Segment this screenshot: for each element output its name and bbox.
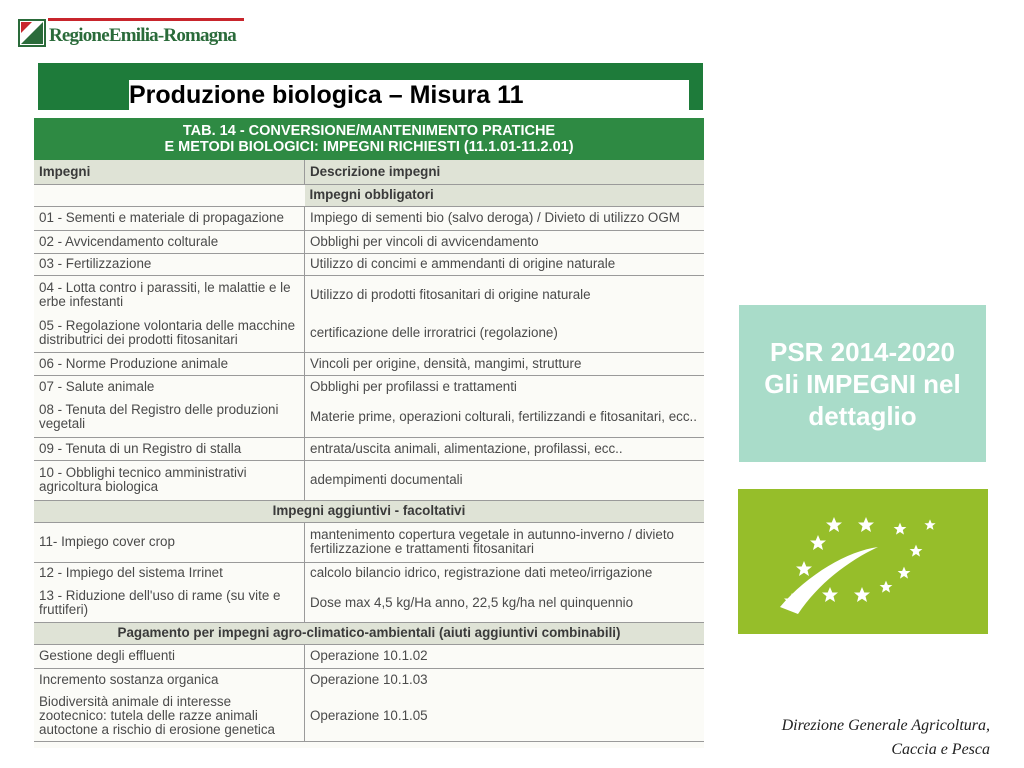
descrizione-cell: Operazione 10.1.03	[310, 671, 428, 687]
table-row	[34, 691, 704, 741]
impegno-cell: 04 - Lotta contro i parassiti, le malattie e le erbe infestanti	[34, 275, 305, 314]
table-row	[34, 562, 704, 584]
psr-line1: PSR 2014-2020	[769, 337, 956, 367]
descrizione-cell: Dose max 4,5 kg/Ha anno, 22,5 kg/ha nel quinquennio	[305, 584, 705, 622]
impegno-cell: 05 - Regolazione volontaria delle macchine distributrici dei prodotti fitosanitari	[34, 314, 305, 352]
column-header-descrizione: Descrizione impegni	[305, 160, 705, 184]
section-row-pagamento	[34, 622, 704, 644]
section-title-pagamento: Pagamento per impegni agro-climatico-ambientali (aiuti aggiuntivi combinabili)	[34, 622, 704, 644]
table-row	[34, 668, 704, 691]
psr-line3: dettaglio	[808, 401, 917, 431]
descrizione-cell: Materie prime, operazioni colturali, fertilizzandi e fitosanitari, ecc..	[305, 398, 705, 437]
descrizione-cell: Operazione 10.1.05	[305, 691, 705, 741]
impegno-cell: 12 - Impiego del sistema Irrinet	[34, 562, 305, 584]
impegno-cell: 11- Impiego cover crop	[34, 522, 305, 562]
regione-logo	[18, 16, 236, 50]
footer-line2: Caccia e Pesca	[891, 741, 990, 758]
impegno-cell: Biodiversità animale di interesse zootecnico: tutela delle razze animali autoctone a rischio di erosione genetica	[34, 691, 305, 741]
page-title: Produzione biologica – Misura 11	[129, 80, 689, 110]
section-row-aggiuntivi	[34, 500, 704, 522]
column-header-row	[34, 160, 704, 184]
impegno-cell: 10 - Obblighi tecnico amministrativi agricoltura biologica	[34, 460, 305, 500]
column-header-impegni: Impegni	[34, 160, 305, 184]
table-row	[34, 584, 704, 622]
impegni-grid	[34, 160, 704, 742]
section-title-aggiuntivi: Impegni aggiuntivi - facoltativi	[34, 500, 704, 522]
section-title-obbligatori: Impegni obbligatori	[305, 184, 705, 206]
descrizione-cell: Vincoli per origine, densità, mangimi, strutture	[305, 352, 705, 375]
impegno-cell: 03 - Fertilizzazione	[34, 253, 305, 275]
descrizione-cell: Operazione 10.1.02	[305, 644, 705, 668]
impegno-cell: 13 - Riduzione dell'uso di rame (su vite e fruttiferi)	[34, 584, 305, 622]
impegni-table	[34, 118, 704, 748]
descrizione-cell: certificazione delle irroratrici (regolazione)	[305, 314, 705, 352]
regione-logo-icon	[18, 19, 46, 47]
section-row-obbligatori	[34, 184, 704, 206]
impegno-cell: 01 - Sementi e materiale di propagazione	[34, 206, 305, 230]
descrizione-cell: Obblighi per profilassi e trattamenti	[310, 378, 517, 394]
impegno-cell: Incremento sostanza organica	[34, 668, 305, 691]
table-row	[34, 352, 704, 375]
table-caption	[34, 118, 704, 160]
table-row	[34, 437, 704, 460]
table-row	[34, 314, 704, 352]
table-row	[34, 253, 704, 275]
table-row	[34, 206, 704, 230]
logo-red-bar	[48, 18, 244, 21]
impegno-cell: 07 - Salute animale	[34, 375, 305, 398]
psr-box	[739, 305, 986, 462]
table-row	[34, 375, 704, 398]
table-row	[34, 460, 704, 500]
descrizione-cell: Obblighi per vincoli di avvicendamento	[305, 230, 705, 253]
table-row	[34, 275, 704, 314]
descrizione-cell: Utilizzo di prodotti fitosanitari di origine naturale	[310, 286, 591, 302]
impegno-cell: 02 - Avvicendamento colturale	[34, 230, 305, 253]
logo-text: RegioneEmilia-Romagna	[49, 25, 236, 46]
descrizione-cell: Utilizzo di concimi e ammendanti di origine naturale	[305, 253, 705, 275]
impegno-cell: Gestione degli effluenti	[34, 644, 305, 668]
table-row	[34, 644, 704, 668]
descrizione-cell: Impiego di sementi bio (salvo deroga) / Divieto di utilizzo OGM	[305, 206, 705, 230]
table-caption-line2: E METODI BIOLOGICI: IMPEGNI RICHIESTI (11.1.01-11.2.01)	[164, 139, 574, 155]
table-caption-line1: TAB. 14 - CONVERSIONE/MANTENIMENTO PRATICHE	[182, 123, 556, 139]
descrizione-cell: calcolo bilancio idrico, registrazione dati meteo/irrigazione	[310, 565, 653, 581]
table-row	[34, 230, 704, 253]
footer-line1: Direzione Generale Agricoltura,	[781, 717, 990, 734]
table-row	[34, 398, 704, 437]
footer	[782, 714, 990, 762]
eu-organic-leaf-icon	[738, 489, 988, 634]
descrizione-cell: entrata/uscita animali, alimentazione, profilassi, ecc..	[305, 437, 705, 460]
descrizione-cell: adempimenti documentali	[305, 460, 705, 500]
impegno-cell: 06 - Norme Produzione animale	[34, 352, 305, 375]
descrizione-cell: mantenimento copertura vegetale in autunno-inverno / divieto fertilizzazione e trattamenti fitosanitari	[305, 522, 705, 562]
impegno-cell: 09 - Tenuta di un Registro di stalla	[34, 437, 305, 460]
table-row	[34, 522, 704, 562]
impegno-cell: 08 - Tenuta del Registro delle produzioni vegetali	[34, 398, 305, 437]
psr-line2: Gli IMPEGNI nel	[764, 369, 961, 399]
